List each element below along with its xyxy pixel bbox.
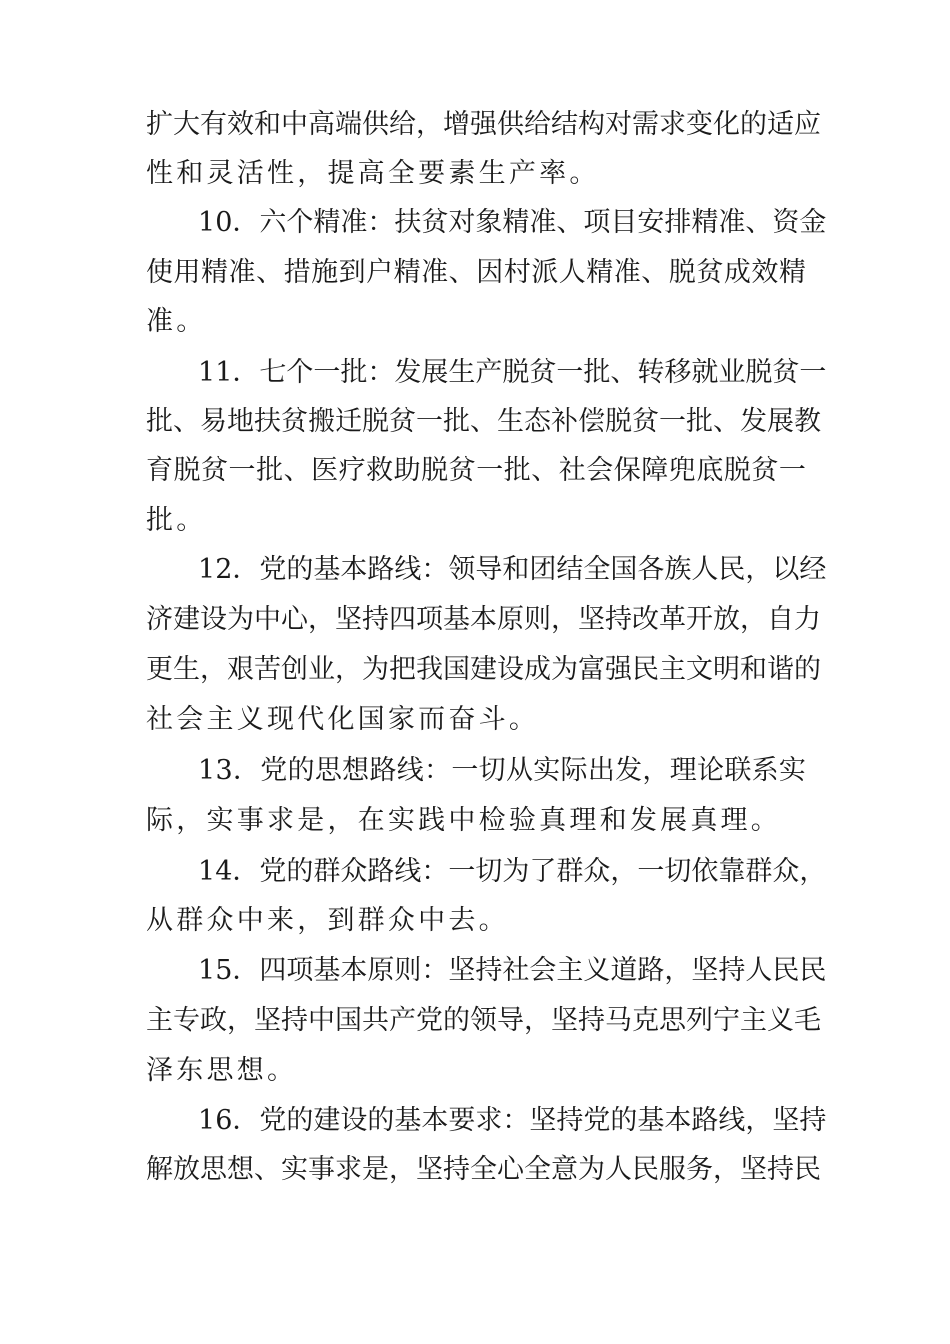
- text-line: 济 建 设 为 中 心 ， 坚 持 四 项 基 本 原 则 ， 坚 持 改 革 开 放 ， 自 力: [146, 604, 821, 635]
- text-line: 从群众中来，到群众中去。: [146, 905, 509, 936]
- text-line: 泽东思想。: [146, 1055, 298, 1086]
- text-line: 1 5 ． 四 项 基 本 原 则 ： 坚 持 社 会 主 义 道 路 ， 坚 持 人 民 民: [198, 955, 827, 986]
- text-line: 育 脱 贫 一 批 、 医 疗 救 助 脱 贫 一 批 、 社 会 保 障 兜 底 脱 贫 一: [146, 455, 806, 486]
- text-line: 社会主义现代化国家而奋斗。: [146, 704, 540, 735]
- text-line: 扩 大 有 效 和 中 高 端 供 给 ， 增 强 供 给 结 构 对 需 求 变 化 的 适 应: [146, 109, 821, 140]
- text-line: 1 6 ． 党 的 建 设 的 基 本 要 求 ： 坚 持 党 的 基 本 路 线 ， 坚 持: [198, 1105, 827, 1136]
- text-line: 解 放 思 想 、 实 事 求 是 ， 坚 持 全 心 全 意 为 人 民 服 务 ， 坚 持 民: [146, 1154, 821, 1185]
- text-line: 际，实事求是，在实践中检验真理和发展真理。: [146, 805, 782, 836]
- text-line: 1 4 ． 党 的 群 众 路 线 ： 一 切 为 了 群 众 ， 一 切 依 靠 群 众 ，: [198, 856, 827, 887]
- text-line: 1 3 ． 党 的 思 想 路 线 ： 一 切 从 实 际 出 发 ， 理 论 联 系 实: [198, 755, 806, 786]
- text-line: 1 2 ． 党 的 基 本 路 线 ： 领 导 和 团 结 全 国 各 族 人 民 ， 以 经: [198, 554, 827, 585]
- text-line: 批 、 易 地 扶 贫 搬 迁 脱 贫 一 批 、 生 态 补 偿 脱 贫 一 批 、 发 展 教: [146, 406, 821, 437]
- text-line: 批。: [146, 505, 207, 536]
- text-line: 更 生 ， 艰 苦 创 业 ， 为 把 我 国 建 设 成 为 富 强 民 主 文 明 和 谐 的: [146, 654, 821, 685]
- text-line: 1 1 ． 七 个 一 批 ： 发 展 生 产 脱 贫 一 批 、 转 移 就 业 脱 贫 一: [198, 357, 827, 388]
- text-line: 准。: [146, 306, 207, 337]
- text-line: 性和灵活性，提高全要素生产率。: [146, 158, 600, 189]
- text-line: 1 0 ． 六 个 精 准 ： 扶 贫 对 象 精 准 、 项 目 安 排 精 准 、 资 金: [198, 207, 827, 238]
- text-line: 使 用 精 准 、 措 施 到 户 精 准 、 因 村 派 人 精 准 、 脱 贫 成 效 精: [146, 257, 806, 288]
- text-line: 主 专 政 ， 坚 持 中 国 共 产 党 的 领 导 ， 坚 持 马 克 思 列 宁 主 义 毛: [146, 1005, 821, 1036]
